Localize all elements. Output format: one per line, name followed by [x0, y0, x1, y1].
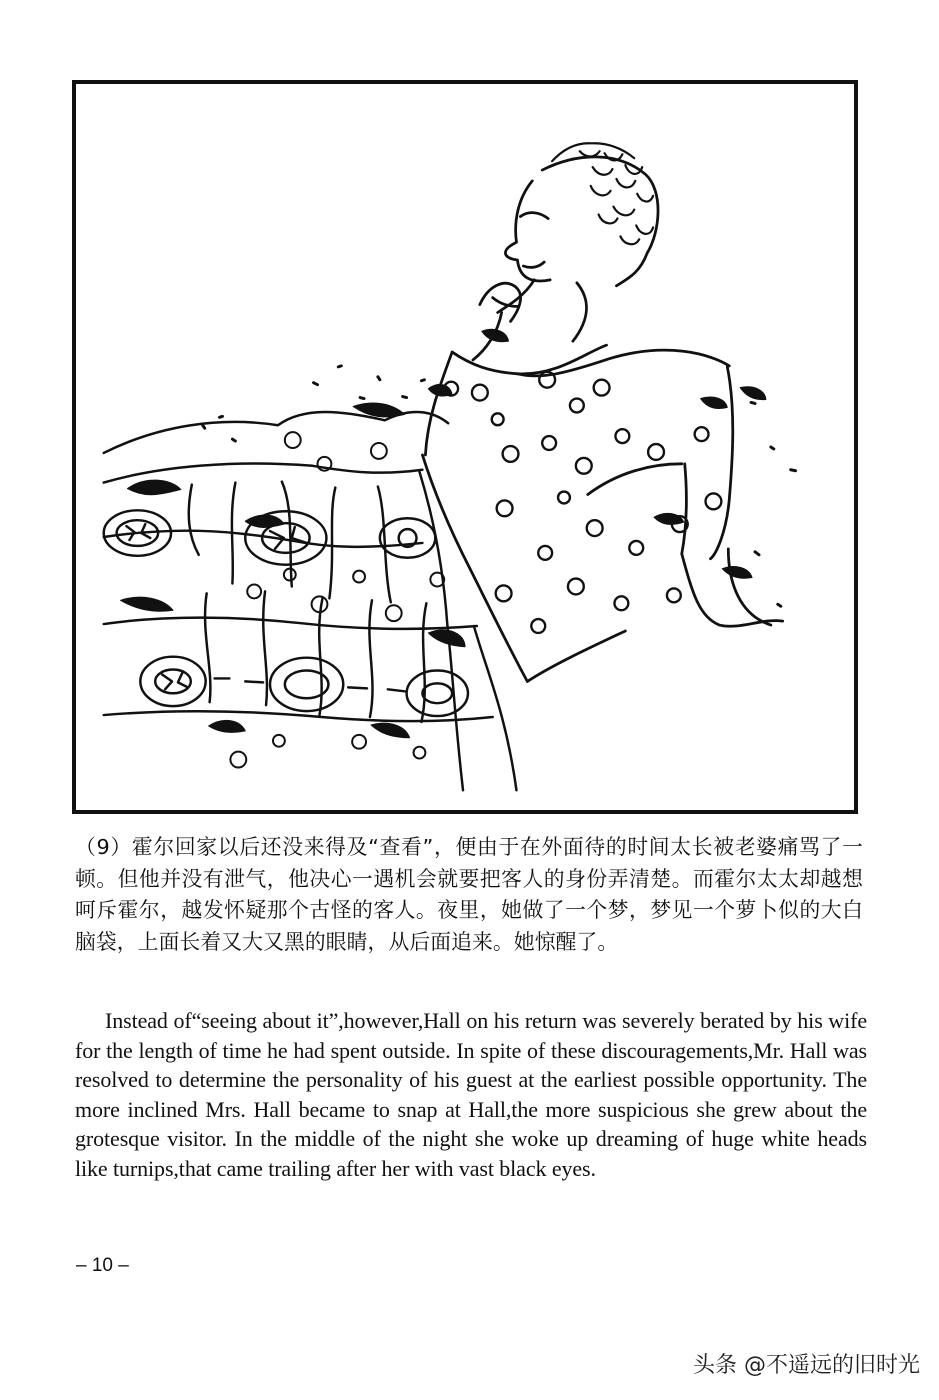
ink-smudges [121, 329, 766, 737]
dress-pattern [444, 372, 721, 633]
illustration-frame [72, 80, 858, 814]
chinese-paragraph: （9）霍尔回家以后还没来得及“查看”，便由于在外面待的时间太长被老婆痛骂了一顿。但他并没有泄气，他决心一遇机会就要把客人的身份弄清楚。而霍尔太太却越想呵斥霍尔，越发怀疑那个古怪的客人。夜里，她做了一个梦，梦见一个萝卜似的大白脑袋，上面长着又大又黑的眼睛，从后面追来。她惊醒了。 [75, 835, 863, 955]
english-paragraph: Instead of“seeing about it”,however,Hall on his return was severely berated by his wife for the length of time he had spent outside. In spite of these discouragements,Mr. Hall was resolved to determine the personality of his guest at the earliest possible opportunity. The more inclined Mrs. Hall became to snap at Hall,the more suspicious she grew about the grotesque visitor. In the middle of the night she woke up dreaming of huge white heads like turnips,that came trailing after her with vast black eyes. [75, 1008, 867, 1181]
patterned-chair [104, 412, 517, 790]
source-watermark: 头条 @不遥远的旧时光 [693, 1353, 920, 1378]
page-number: – 10 – [76, 1255, 129, 1276]
chair-medallions [104, 510, 468, 716]
woman-figure [422, 157, 782, 682]
woman-and-patterned-chair-illustration [76, 84, 854, 810]
